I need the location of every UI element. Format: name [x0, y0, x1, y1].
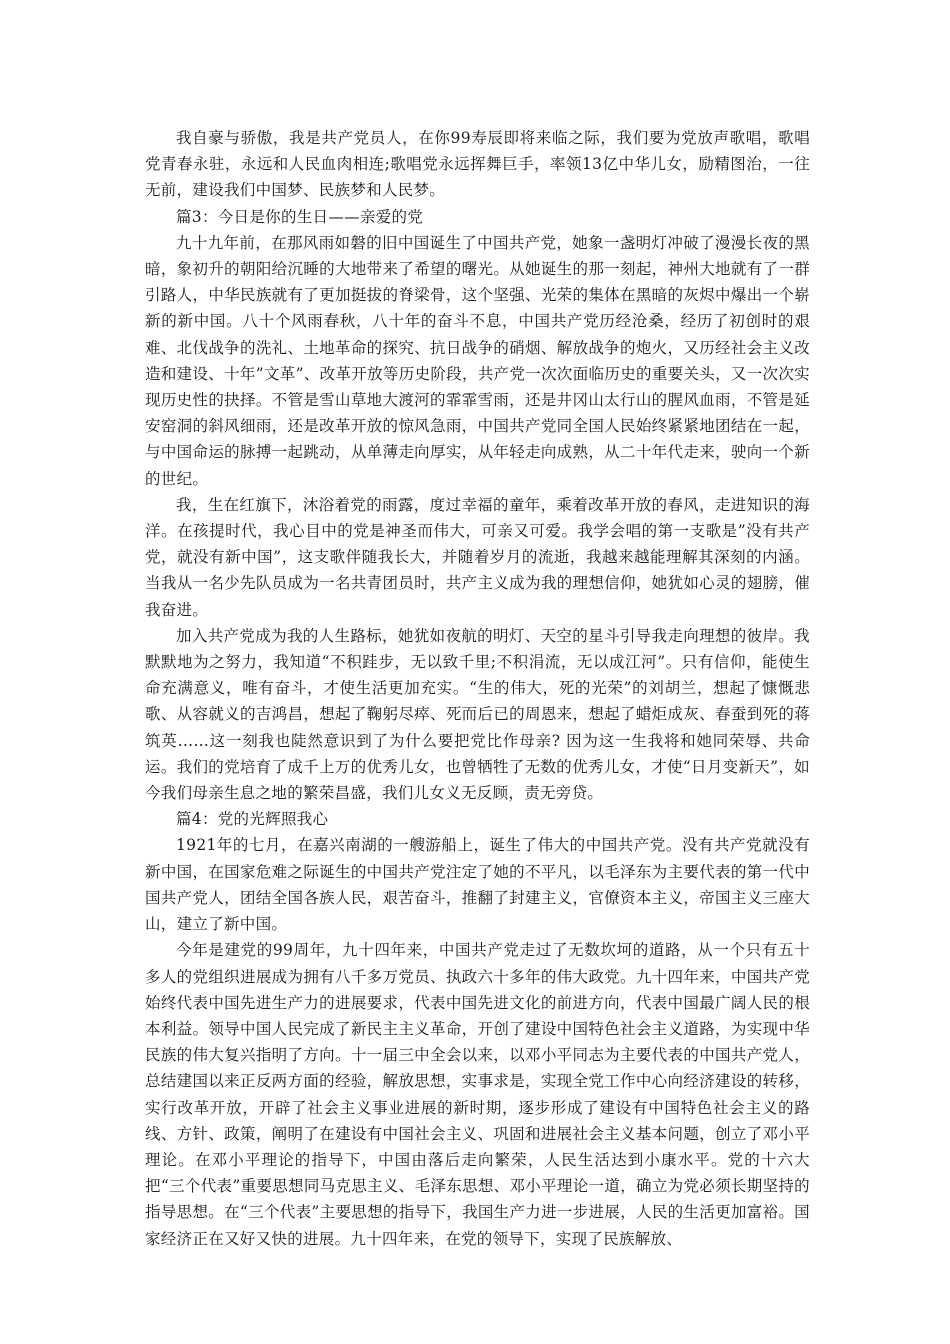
- paragraph-history: 九十九年前，在那风雨如磐的旧中国诞生了中国共产党，她象一盏明灯冲破了漫漫长夜的黑暗，象初升的朝阳给沉睡的大地带来了希望的曙光。从她诞生的那一刻起，神州大地就有了一群引路人，中华民族就有了更加挺拔的脊梁骨，这个坚强、光荣的集体在黑暗的灰烬中爆出一个崭新的新中国。八十个风雨春秋，八十年的奋斗不息，中国共产党历经沧桑，经历了初创时的艰难、北伐战争的洗礼、土地革命的探究、抗日战争的硝烟、解放战争的炮火，又历经社会主义改造和建设、十年”文革”、改革开放等历史阶段，共产党一次次面临历史的重要关头，又一次次实现历史性的抉择。不管是雪山草地大渡河的霏霏雪雨，还是井冈山太行山的腥风血雨，不管是延安窑洞的斜风细雨，还是改革开放的惊风急雨，中国共产党同全国人民始终紧紧地团结在一起，与中国命运的脉搏一起跳动，从单薄走向厚实，从年轻走向成熟，从二十年代走来，驶向一个新的世纪。: [145, 233, 810, 488]
- section-heading-3: 篇3：今日是你的生日——亲爱的党: [176, 207, 424, 226]
- document-body: [145, 125, 810, 1252]
- paragraph-childhood: 我，生在红旗下，沐浴着党的雨露，度过幸福的童年，乘着改革开放的春风，走进知识的海洋。在孩提时代，我心目中的党是神圣而伟大，可亲又可爱。我学会唱的第一支歌是”没有共产党，就没有新中国”，这支歌伴随我长大，并随着岁月的流逝，我越来越能理解其深刻的内涵。当我从一名少先队员成为一名共青团员时，共产主义成为我的理想信仰，她犹如心灵的翅膀，催我奋进。: [145, 495, 810, 619]
- paragraph-intro: 我自豪与骄傲，我是共产党员人，在你99寿辰即将来临之际，我们要为党放声歌唱，歌唱党青春永驻，永远和人民血肉相连;歌唱党永远挥舞巨手，率领13亿中华儿女，励精图治，一往无前，建设我们中国梦、民族梦和人民梦。: [145, 129, 810, 200]
- paragraph-founding: 1921年的七月，在嘉兴南湖的一艘游船上，诞生了伟大的中国共产党。没有共产党就没有新中国，在国家危难之际诞生的中国共产党注定了她的不平凡，以毛泽东为主要代表的第一代中国共产党人，团结全国各族人民，艰苦奋斗，推翻了封建主义，官僚资本主义，帝国主义三座大山，建立了新中国。: [145, 836, 810, 934]
- section-heading-4: 篇4：党的光辉照我心: [176, 810, 329, 829]
- paragraph-anniversary: 今年是建党的99周年，九十四年来，中国共产党走过了无数坎坷的道路，从一个只有五十多人的党组织进展成为拥有八千多万党员、执政六十多年的伟大政党。九十四年来，中国共产党始终代表中国先进生产力的进展要求，代表中国先进文化的前进方向，代表中国最广阔人民的根本利益。领导中国人民完成了新民主主义革命，开创了建设中国特色社会主义道路，为实现中华民族的伟大复兴指明了方向。十一届三中全会以来，以邓小平同志为主要代表的中国共产党人，总结建国以来正反两方面的经验，解放思想，实事求是，实现全党工作中心向经济建设的转移，实行改革开放，开辟了社会主义事业进展的新时期，逐步形成了建设有中国特色社会主义的路线、方针、政策，阐明了在建设有中国社会主义、巩固和进展社会主义基本问题，创立了邓小平理论。在邓小平理论的指导下，中国由落后走向繁荣，人民生活达到小康水平。党的十六大把“三个代表”重要思想同马克思主义、毛泽东思想、邓小平理论一道，确立为党必须长期坚持的指导思想。在“三个代表”主要思想的指导下，我国生产力进一步进展，人民的生活更加富裕。国家经济正在又好又快的进展。九十四年来，在党的领导下，实现了民族解放、: [145, 941, 810, 1248]
- paragraph-joining-party: 加入共产党成为我的人生路标，她犹如夜航的明灯、天空的星斗引导我走向理想的彼岸。我默默地为之努力，我知道“不积跬步，无以致千里;不积涓流，无以成江河”。只有信仰，能使生命充满意义，唯有奋斗，才使生活更加充实。“生的伟大，死的光荣”的刘胡兰，想起了慷慨悲歌、从容就义的吉鸿昌，想起了鞠躬尽瘁、死而后已的周恩来，想起了蜡炬成灰、春蚕到死的蒋筑英……这一刻我也陡然意识到了为什么要把党比作母亲? 因为这一生我将和她同荣辱、共命运。我们的党培育了成千上万的优秀儿女，也曾牺牲了无数的优秀儿女，才使“日月变新天”，如今我们母亲生息之地的繁荣昌盛，我们儿女义无反顾，责无旁贷。: [145, 626, 810, 803]
